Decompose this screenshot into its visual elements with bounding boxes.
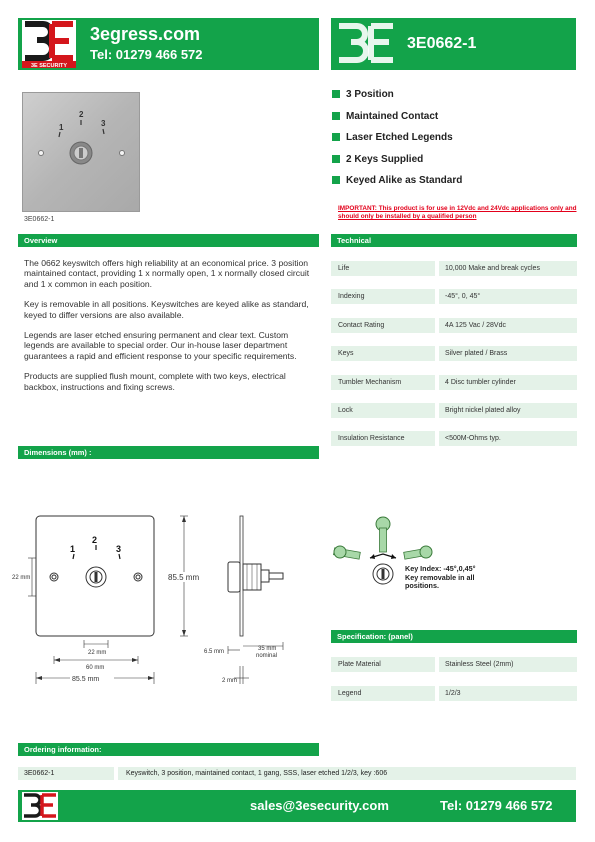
footer-tel: Tel: 01279 466 572: [440, 798, 553, 813]
key-icon-right: [404, 546, 432, 559]
dim-depth-front: 6.5 mm: [204, 649, 225, 655]
ordering-code: 3E0662-1: [18, 767, 114, 780]
feature-item: Laser Etched Legends: [332, 132, 453, 143]
specification-header: Specification: (panel): [331, 630, 577, 643]
dim-legend-2: 2: [92, 535, 98, 545]
dim-legend-3: 3: [116, 544, 122, 554]
photo-legend-1: 1: [59, 123, 64, 132]
key-index-text: Key Index: -45°,0,45° Key removable in all positions.: [405, 564, 476, 591]
bullet-icon: [332, 155, 340, 163]
dim-height: 85.5 mm: [168, 573, 200, 582]
header-banner: [18, 18, 319, 70]
overview-paragraph: The 0662 keyswitch offers high reliability at an economical price. 3 position maintained contact, providing 1 x normally open, 1 x normally closed circuit and 1 x common in each position.: [24, 258, 310, 289]
spec-row: Legend 1/2/3: [331, 686, 577, 701]
footer-logo: [22, 792, 58, 820]
bullet-icon: [332, 112, 340, 120]
photo-legend-2: 2: [79, 110, 84, 119]
dim-width: 85.5 mm: [72, 676, 100, 683]
overview-text: [24, 258, 316, 402]
dimensions-header: Dimensions (mm) :: [18, 446, 319, 459]
overview-paragraph: Legends are laser etched ensuring permanent and clear text. Custom legends are available to special order. Our in-house laser department guarantees a rapid and efficient response to your specific requirements.: [24, 330, 297, 361]
dim-depth-body: 35 mm: [258, 646, 277, 652]
technical-row: Lock Bright nickel plated alloy: [331, 403, 577, 418]
important-note: IMPORTANT: This product is for use in 12Vdc and 24Vdc applications only and should only be installed by a qualified person: [338, 205, 577, 220]
ordering-header: Ordering information:: [18, 743, 319, 756]
feature-item: Keyed Alike as Standard: [332, 175, 462, 186]
bullet-icon: [332, 176, 340, 184]
ordering-row: [18, 767, 576, 780]
technical-row: Tumbler Mechanism 4 Disc tumbler cylinder: [331, 375, 577, 390]
product-code: 3E0662-1: [407, 35, 477, 52]
technical-row: Insulation Resistance <500M-Ohms typ.: [331, 431, 577, 446]
technical-row: Contact Rating 4A 125 Vac / 28Vdc: [331, 318, 577, 333]
dim-legend-1: 1: [70, 544, 76, 554]
technical-row: Keys Silver plated / Brass: [331, 346, 577, 361]
dim-depth-note: nominal: [256, 653, 278, 659]
bullet-icon: [332, 90, 340, 98]
bullet-icon: [332, 133, 340, 141]
footer-banner: [18, 790, 576, 822]
dim-plate-thickness: 2 mm: [222, 678, 237, 684]
product-photo: [22, 92, 140, 212]
dim-fixing-centres: 60 mm: [86, 665, 105, 671]
brand-logo-text: 3E SECURITY: [30, 63, 68, 68]
feature-item: 2 Keys Supplied: [332, 154, 423, 165]
key-icon-left: [334, 546, 361, 559]
technical-header: Technical: [331, 234, 577, 247]
dim-centre-offset: 22 mm: [88, 650, 107, 656]
ordering-description: Keyswitch, 3 position, maintained contact, 1 gang, SSS, laser etched 1/2/3, key :606: [118, 767, 576, 780]
footer-email[interactable]: sales@3esecurity.com: [250, 798, 389, 813]
spec-row: Plate Material Stainless Steel (2mm): [331, 657, 577, 672]
photo-caption: 3E0662-1: [24, 216, 55, 223]
product-code-banner: [331, 18, 576, 70]
overview-paragraph: Products are supplied flush mount, complete with two keys, electrical backbox, instructions and fixing screws.: [24, 371, 286, 392]
feature-item: Maintained Contact: [332, 111, 438, 122]
overview-paragraph: Key is removable in all positions. Keyswitches are keyed alike as standard, keyed to differ versions are also available.: [24, 299, 309, 320]
feature-item: 3 Position: [332, 89, 394, 100]
dimension-drawing: [0, 500, 320, 700]
technical-row: Life 10,000 Make and break cycles: [331, 261, 577, 276]
header-tel: Tel: 01279 466 572: [90, 47, 203, 62]
dim-screw-spacing: 22 mm: [12, 575, 31, 581]
key-icon-centre: [376, 517, 390, 552]
brand-mark-icon: [335, 20, 397, 68]
overview-header: Overview: [18, 234, 319, 247]
technical-row: Indexing -45°, 0, 45°: [331, 289, 577, 304]
brand-logo: [22, 20, 76, 68]
photo-legend-3: 3: [101, 119, 106, 128]
site-name: 3egress.com: [90, 24, 201, 44]
